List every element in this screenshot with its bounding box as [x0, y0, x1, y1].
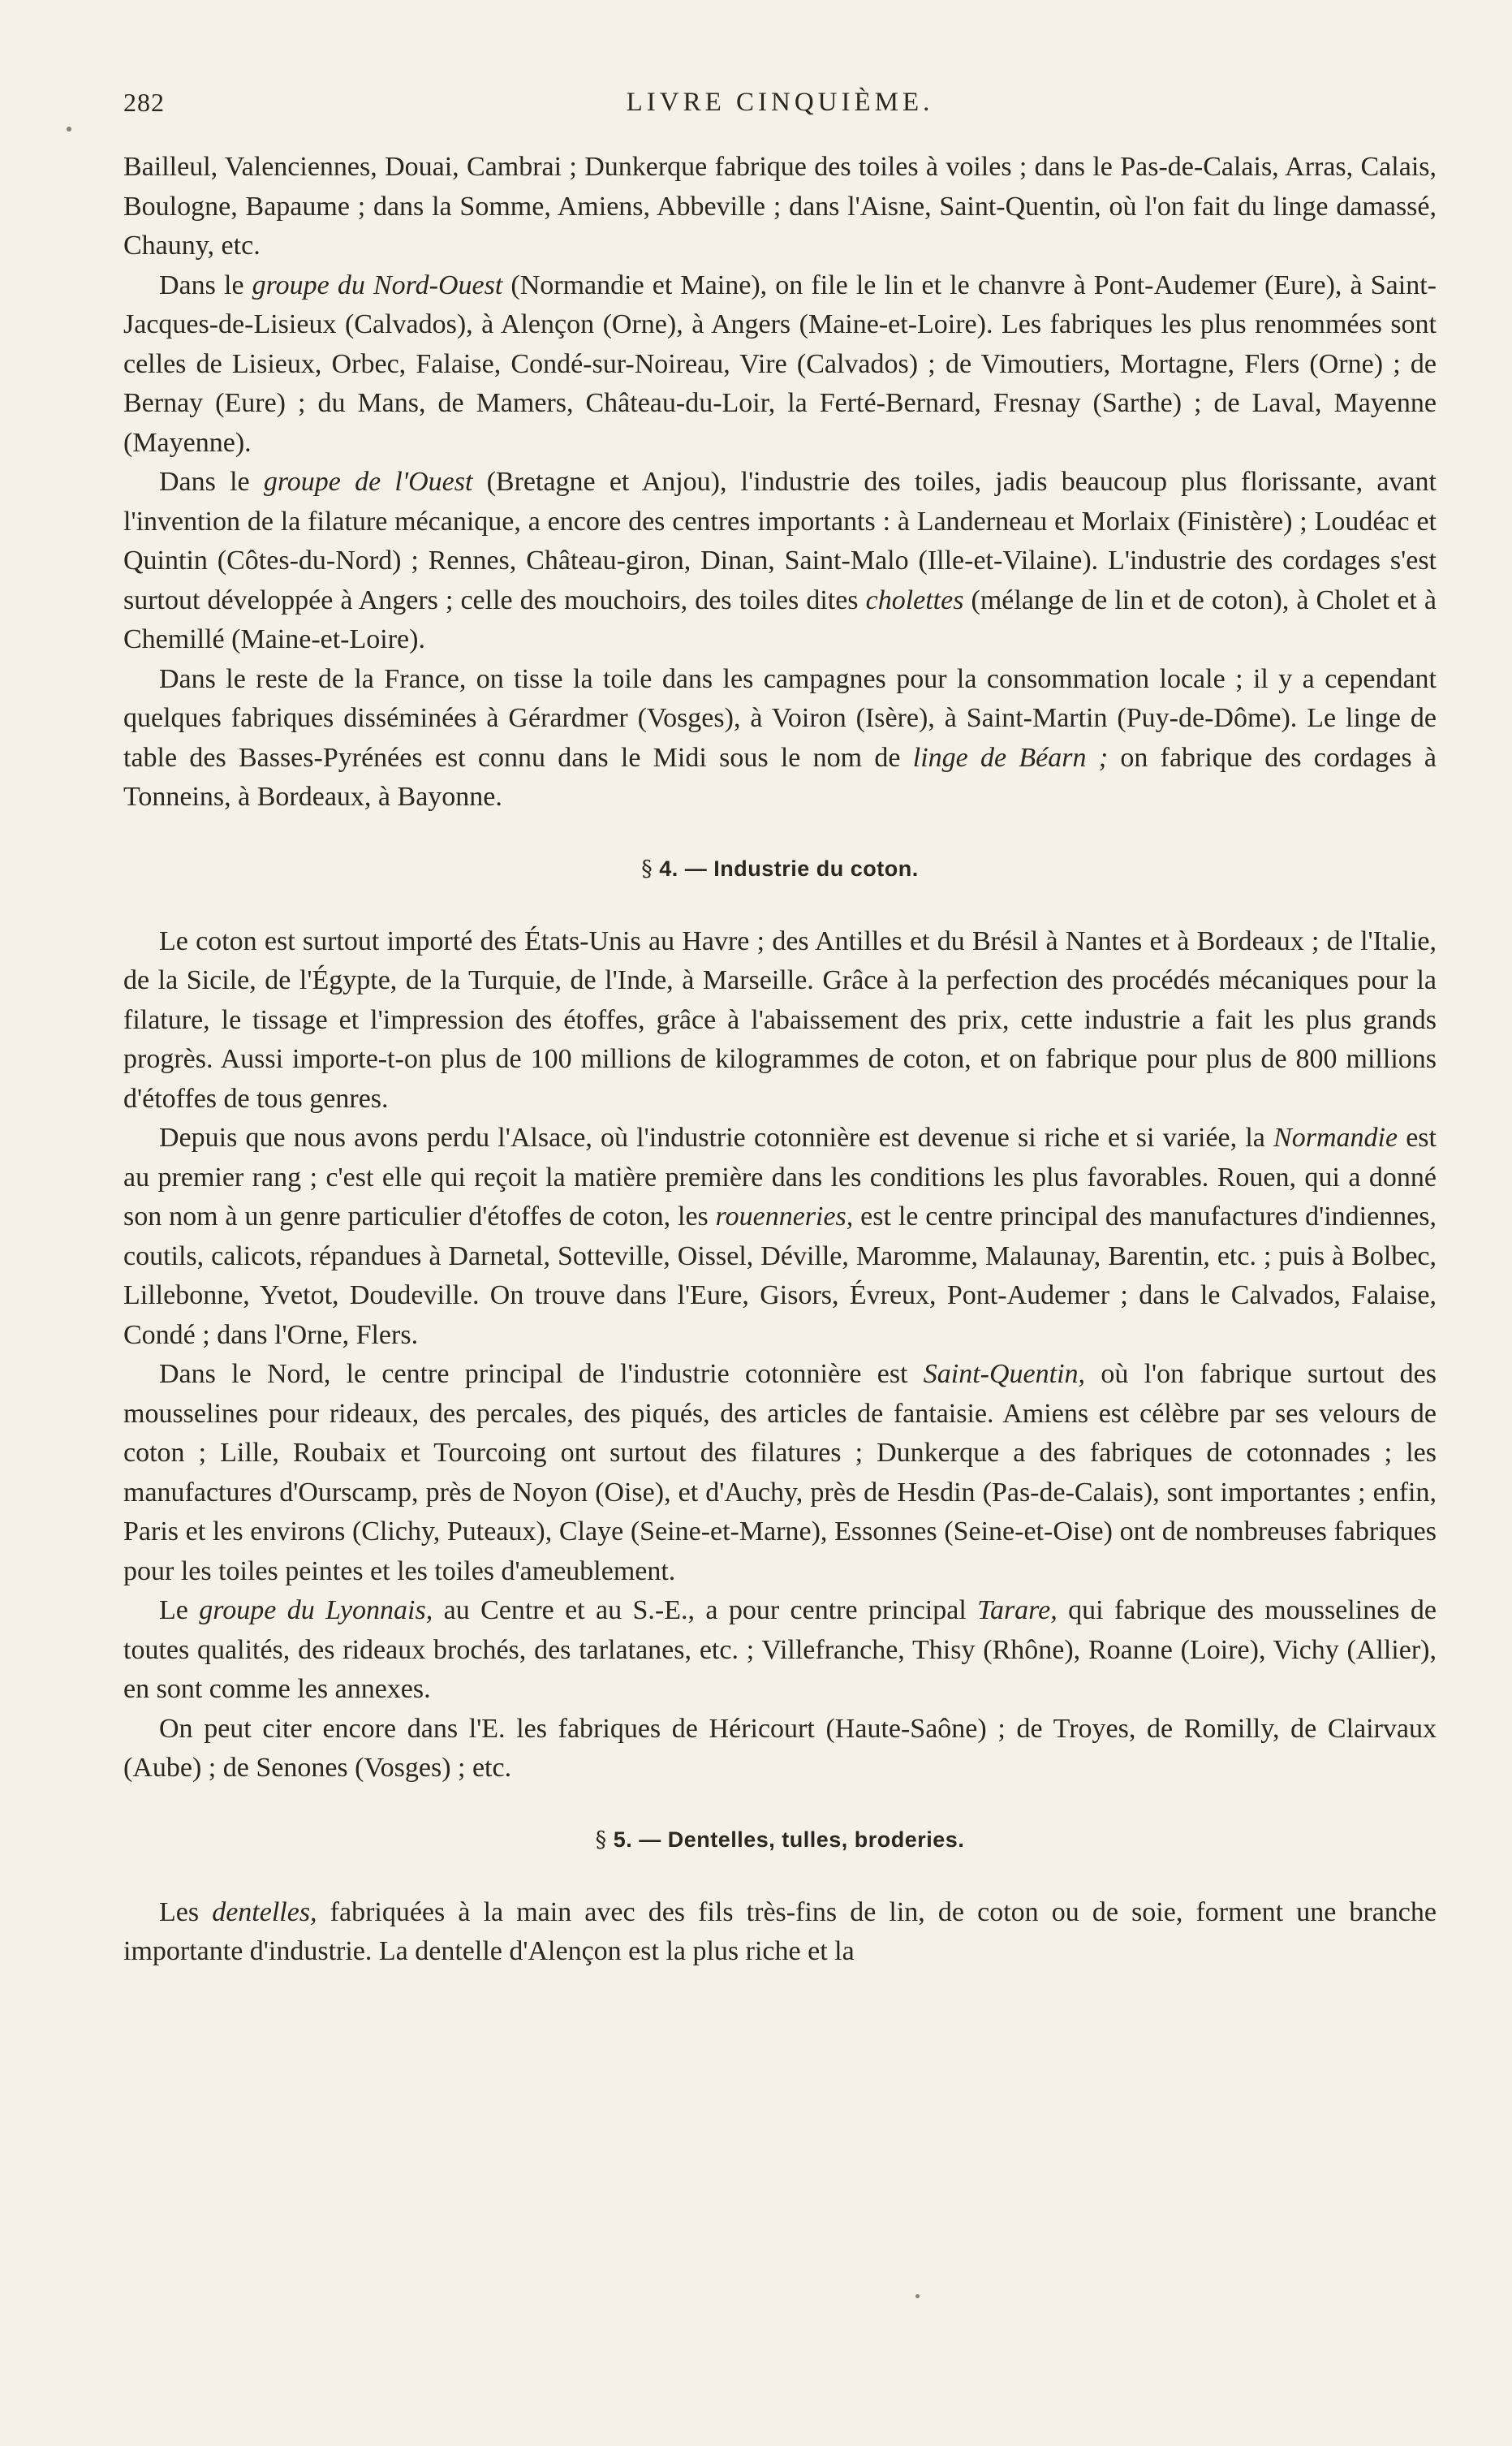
- print-speck: [915, 2294, 920, 2298]
- paragraph-nord-ouest: Dans le groupe du Nord-Ouest (Normandie et Maine), on file le lin et le chanvre à Pont-Audemer (Eure), à Saint-Jacques-de-Lisieux (Calvados), à Alençon (Orne), à Angers (Maine-et-Loire). Les fabriques les plus renommées sont celles de Lisieux, Orbec, Falaise, Condé-sur-Noireau, Vire (Calvados) ; de Vimoutiers, Mortagne, Flers (Orne) ; de Bernay (Eure) ; du Mans, de Mamers, Château-du-Loir, la Ferté-Bernard, Fresnay (Sarthe) ; de Laval, Mayenne (Mayenne).: [123, 270, 1437, 458]
- page-number: 282: [123, 88, 165, 117]
- paragraph-reste-france: Dans le reste de la France, on tisse la toile dans les campagnes pour la consommation locale ; il y a cependant quelques fabriques disséminées à Gérardmer (Vosges), à Voiron (Isère), à Saint-Martin (Puy-de-Dôme). Le linge de table des Basses-Pyrénées est connu dans le Midi sous le nom de linge de Béarn ; on fabrique des cordages à Tonneins, à Bordeaux, à Bayonne.: [123, 663, 1437, 812]
- section-heading-dentelles: § 5. — Dentelles, tulles, broderies.: [595, 1827, 965, 1853]
- book-page: [123, 81, 1437, 1972]
- paragraph-normandie: Depuis que nous avons perdu l'Alsace, où l'industrie cotonnière est devenue si riche et si variée, la Normandie est au premier rang ; c'est elle qui reçoit la matière première dans les conditions les plus favorables. Rouen, qui a donné son nom à un genre particulier d'étoffes de coton, les rouenneries, est le centre principal des manufactures d'indiennes, coutils, calicots, répandues à Darnetal, Sotteville, Oissel, Déville, Maromme, Malaunay, Barentin, etc. ; puis à Bolbec, Lillebonne, Yvetot, Doudeville. On trouve dans l'Eure, Gisors, Évreux, Pont-Audemer ; dans le Calvados, Falaise, Condé ; dans l'Orne, Flers.: [123, 1123, 1437, 1350]
- paragraph-ouest: Dans le groupe de l'Ouest (Bretagne et Anjou), l'industrie des toiles, jadis beaucoup plus florissante, avant l'invention de la filature mécanique, a encore des centres importants : à Landerneau et Morlaix (Finistère) ; Loudéac et Quintin (Côtes-du-Nord) ; Rennes, Château-giron, Dinan, Saint-Malo (Ille-et-Vilaine). L'industrie des cordages s'est surtout développée à Angers ; celle des mouchoirs, des toiles dites cholettes (mélange de lin et de coton), à Cholet et à Chemillé (Maine-et-Loire).: [123, 467, 1437, 654]
- paragraph-est: On peut citer encore dans l'E. les fabriques de Héricourt (Haute-Saône) ; de Troyes, de Romilly, de Clairvaux (Aube) ; de Senones (Vosges) ; etc.: [123, 1713, 1437, 1783]
- paragraph-continuation: Bailleul, Valenciennes, Douai, Cambrai ; Dunkerque fabrique des toiles à voiles ; dans le Pas-de-Calais, Arras, Calais, Boulogne, Bapaume ; dans la Somme, Amiens, Abbeville ; dans l'Aisne, Saint-Quentin, où l'on fait du linge damassé, Chauny, etc.: [123, 152, 1437, 261]
- section-heading-coton: § 4. — Industrie du coton.: [641, 856, 919, 882]
- running-title: LIVRE CINQUIÈME.: [626, 88, 934, 117]
- print-speck: [67, 127, 71, 132]
- paragraph-nord: Dans le Nord, le centre principal de l'industrie cotonnière est Saint-Quentin, où l'on fabrique surtout des mousselines pour rideaux, des percales, des piqués, des articles de fantaisie. Amiens est célèbre par ses velours de coton ; Lille, Roubaix et Tourcoing ont surtout des filatures ; Dunkerque a des fabriques de cotonnades ; les manufactures d'Ourscamp, près de Noyon (Oise), et d'Auchy, près de Hesdin (Pas-de-Calais), sont importantes ; enfin, Paris et les environs (Clichy, Puteaux), Claye (Seine-et-Marne), Essonnes (Seine-et-Oise) ont de nombreuses fabriques pour les toiles peintes et les toiles d'ameublement.: [123, 1359, 1437, 1586]
- paragraph-dentelles: Les dentelles, fabriquées à la main avec des fils très-fins de lin, de coton ou de soie, forment une branche importante d'industrie. La dentelle d'Alençon est la plus riche et la: [123, 1896, 1437, 1966]
- running-head: [123, 81, 1437, 133]
- paragraph-coton-import: Le coton est surtout importé des États-Unis au Havre ; des Antilles et du Brésil à Nantes et à Bordeaux ; de l'Italie, de la Sicile, de l'Égypte, de la Turquie, de l'Inde, à Marseille. Grâce à la perfection des procédés mécaniques pour la filature, le tissage et l'impression des étoffes, grâce à l'abaissement des prix, cette industrie a fait les plus grands progrès. Aussi importe-t-on plus de 100 millions de kilogrammes de coton, et on fabrique pour plus de 800 millions d'étoffes de tous genres.: [123, 925, 1437, 1114]
- paragraph-lyonnais: Le groupe du Lyonnais, au Centre et au S.-E., a pour centre principal Tarare, qui fabrique des mousselines de toutes qualités, des rideaux brochés, des tarlatanes, etc. ; Villefranche, Thisy (Rhône), Roanne (Loire), Vichy (Allier), en sont comme les annexes.: [123, 1595, 1437, 1704]
